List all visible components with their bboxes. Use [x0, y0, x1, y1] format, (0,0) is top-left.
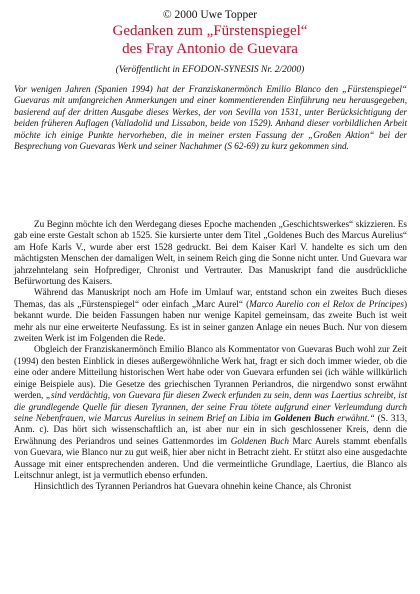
paragraph-3-text-b: (S. 313, Anm. c). Das hört sich wissenschaftlich an, ist aber nur ein in sich geschlossener Kreis, denn die Erwähnung des Periandros und seines Gattenmordes im — [14, 412, 407, 446]
title-line-2: des Fray Antonio de Guevara — [122, 41, 298, 57]
paragraph-3-text-c: Marc Aurels stammt ebenfalls von Guevara, wie Blanco nur zu gut weiß, hier aber nicht in Betracht zieht. Er stützt also eine ausgedachte Aussage mit einer entsprechenden anderen. Und die vermeintliche Grundlage, Laertius, die Blanco als Leitschnur anlegt, ist ja vermutlich ebenso erfunden. — [14, 435, 407, 480]
publication-note: (Veröffentlicht in EFODON-SYNESIS Nr. 2/2000) — [115, 65, 305, 75]
paragraph-3 — [14, 344, 407, 481]
paragraph-2-text-a: Während das Manuskript noch am Hofe im Umlauf war, entstand schon ein zweites Buch dieses Themas, das als „Fürstenspiegel“ oder einfach „Marc Aurel“ ( — [14, 287, 407, 309]
body-text — [14, 219, 407, 493]
paragraph-1: Zu Beginn möchte ich den Werdegang dieses Epoche machenden „Geschichtswerkes“ skizzieren. Es gab eine erste Gestalt schon ab 1525. Sie kursierte unter dem Titel „Goldenes Buch des Marcus Aurelius“ am Hofe Karls V., wurde aber erst 1528 gedruckt. Bei dem Kaiser Karl V. handelte es sich um den mächtigsten Menschen der damaligen Welt, in seinem Reich ging die Sonne nicht unter. Und Guevara war jahrzehntelang sein Hofprediger, Chronist und Vertrauter. Das Manuskript fand die ausdrückliche Befürwortung des Kaisers. — [14, 219, 407, 287]
paragraph-3-italic-title: Goldenen Buch — [230, 435, 289, 446]
abstract-paragraph: Vor wenigen Jahren (Spanien 1994) hat der Franziskanermönch Emilio Blanco den „Fürstenspiegel“ Guevaras mit umfangreichen Anmerkungen und einer kommentierenden Einführung neu herausgegeben, basierend auf der dritten Ausgabe dieses Werkes, der von Sevilla von 1531, unter Berücksichtigung der beiden früheren Auflagen (Valladolid und Lissabon, beide von 1529). Anhand dieser vorbildlichen Arbeit möchte ich einige Punkte hervorheben, die in meiner ersten Fassung der „Großen Aktion“ bei der Besprechung von Guevaras Werk und seiner Nachahmer (S 62-69) zu kurz gekommen sind. — [14, 84, 407, 152]
paragraph-4: Hinsichtlich des Tyrannen Periandros hat Guevara ohnehin keine Chance, als Chronist — [34, 481, 352, 492]
paragraph-2 — [14, 287, 407, 344]
title-line-1: Gedanken zum „Fürstenspiegel“ — [112, 23, 308, 39]
paragraph-2-italic: Marco Aurelio con el Relox de Príncipes — [249, 298, 404, 309]
paragraph-3-text-a: Obgleich der Franziskanermönch Emilio Blanco als Kommentator von Guevaras Buch wohl zur Zeit (1994) den besten Einblick in dieses außergewöhnliche Werk hat, fragt er sich doch immer wieder, ob die eine oder andere Mitteilung historischen Wert habe oder von Guevara erfunden sei (ich wähle willkürlich einige Beispiele aus). Die Gesetze des griechischen Tyrannen Periandros, die nirgendwo sonst erwähnt werden, — [14, 344, 407, 401]
paragraph-3-quote-a: „sind verdächtig, von Guevara für diesen Zweck erfunden zu sein, denn was Laertius schreibt, ist die grundlegende Quelle für diesen Tyrannen, der seine Frau tötete aufgrund einer Verleumdung durch seine Nebenfrauen, wie Marcus Aurelius in seinem Brief an Libia im — [14, 390, 407, 423]
copyright-line: © 2000 Uwe Topper — [162, 9, 258, 21]
document-title — [0, 22, 420, 58]
paragraph-3-quote-bold: Goldenen Buch — [274, 412, 335, 423]
paragraph-3-quote-b: erwähnt.“ — [334, 412, 375, 423]
paragraph-2-text-b: ) bekannt wurde. Die beiden Fassungen haben nur wenige Kapitel gemeinsam, das zweite Buch ist weit mehr als nur eine erweiterte Neufassung. Es ist in seiner ganzen Anlage ein neues Buch. Nur von diesem zweiten Werk ist im Folgenden die Rede. — [14, 298, 407, 344]
